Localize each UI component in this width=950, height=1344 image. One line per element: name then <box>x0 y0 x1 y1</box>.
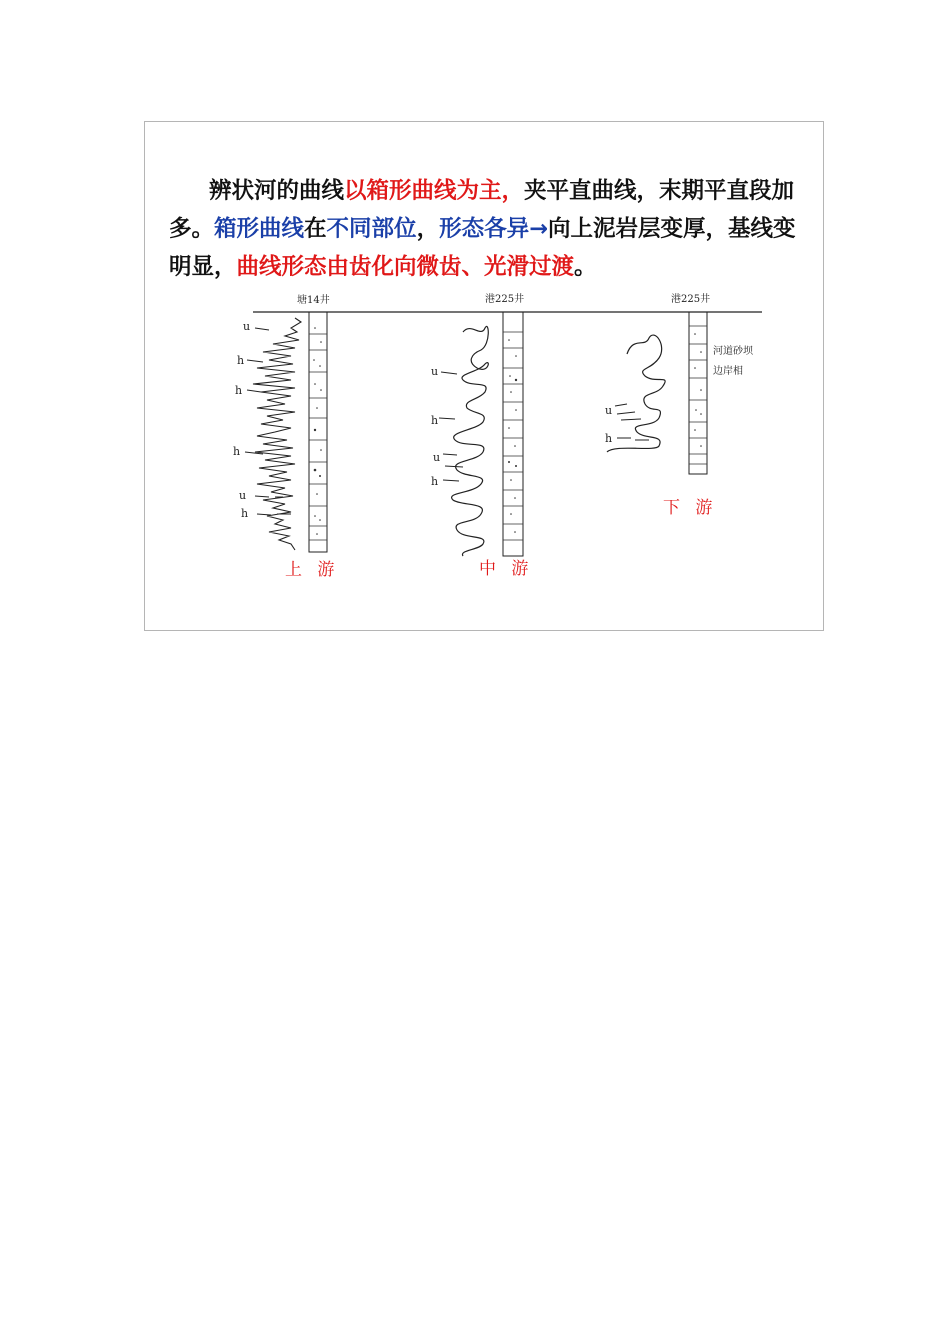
reach-label: 下 游 <box>663 498 718 518</box>
marker-label: u <box>433 451 441 464</box>
caption-segment: 向上泥岩层变厚，基线变明显， <box>169 216 796 280</box>
well-title: 港225井 <box>485 294 525 305</box>
caption-segment: 形态各异→ <box>439 216 548 242</box>
caption-segment: 。 <box>574 254 597 280</box>
log-curve <box>452 326 489 556</box>
marker-label: h <box>605 432 613 445</box>
facies-label: 河道砂坝 <box>713 346 753 357</box>
caption-segment: 夹平直曲线，末期平直段加多。 <box>169 178 795 242</box>
marker-label: u <box>431 365 439 378</box>
marker-ticks <box>615 404 649 440</box>
log-curve <box>253 318 301 550</box>
well-column <box>309 312 327 552</box>
marker-label: u <box>239 489 247 502</box>
marker-label: h <box>233 445 241 458</box>
caption-segment: 曲线形态由齿化向微齿、光滑过渡 <box>236 254 575 280</box>
log-curve <box>607 335 665 452</box>
marker-ticks <box>439 372 463 481</box>
marker-label: h <box>431 414 439 427</box>
marker-label: h <box>241 507 249 520</box>
well-column <box>689 312 707 474</box>
slide-frame <box>144 121 824 631</box>
caption-segment: 箱形曲线 <box>214 216 305 242</box>
caption-segment: ， <box>416 216 440 242</box>
facies-label: 边岸相 <box>713 366 743 377</box>
marker-label: u <box>605 404 613 417</box>
caption-segment: 以箱形曲线为主， <box>344 178 525 204</box>
marker-label: h <box>235 384 243 397</box>
reach-label: 上 游 <box>285 560 340 580</box>
well-title: 港225井 <box>671 294 711 305</box>
well-title: 塘14井 <box>297 295 330 306</box>
reach-label: 中 游 <box>479 559 534 579</box>
caption-segment: 不同部位 <box>326 216 417 242</box>
caption-segment: 辨状河的曲线 <box>209 178 345 204</box>
marker-ticks <box>245 328 291 515</box>
marker-label: h <box>431 475 439 488</box>
well-column <box>503 312 523 556</box>
well-log-figure <box>145 122 825 632</box>
marker-label: h <box>237 354 245 367</box>
caption-segment: 在 <box>304 216 327 242</box>
marker-label: u <box>243 320 251 333</box>
